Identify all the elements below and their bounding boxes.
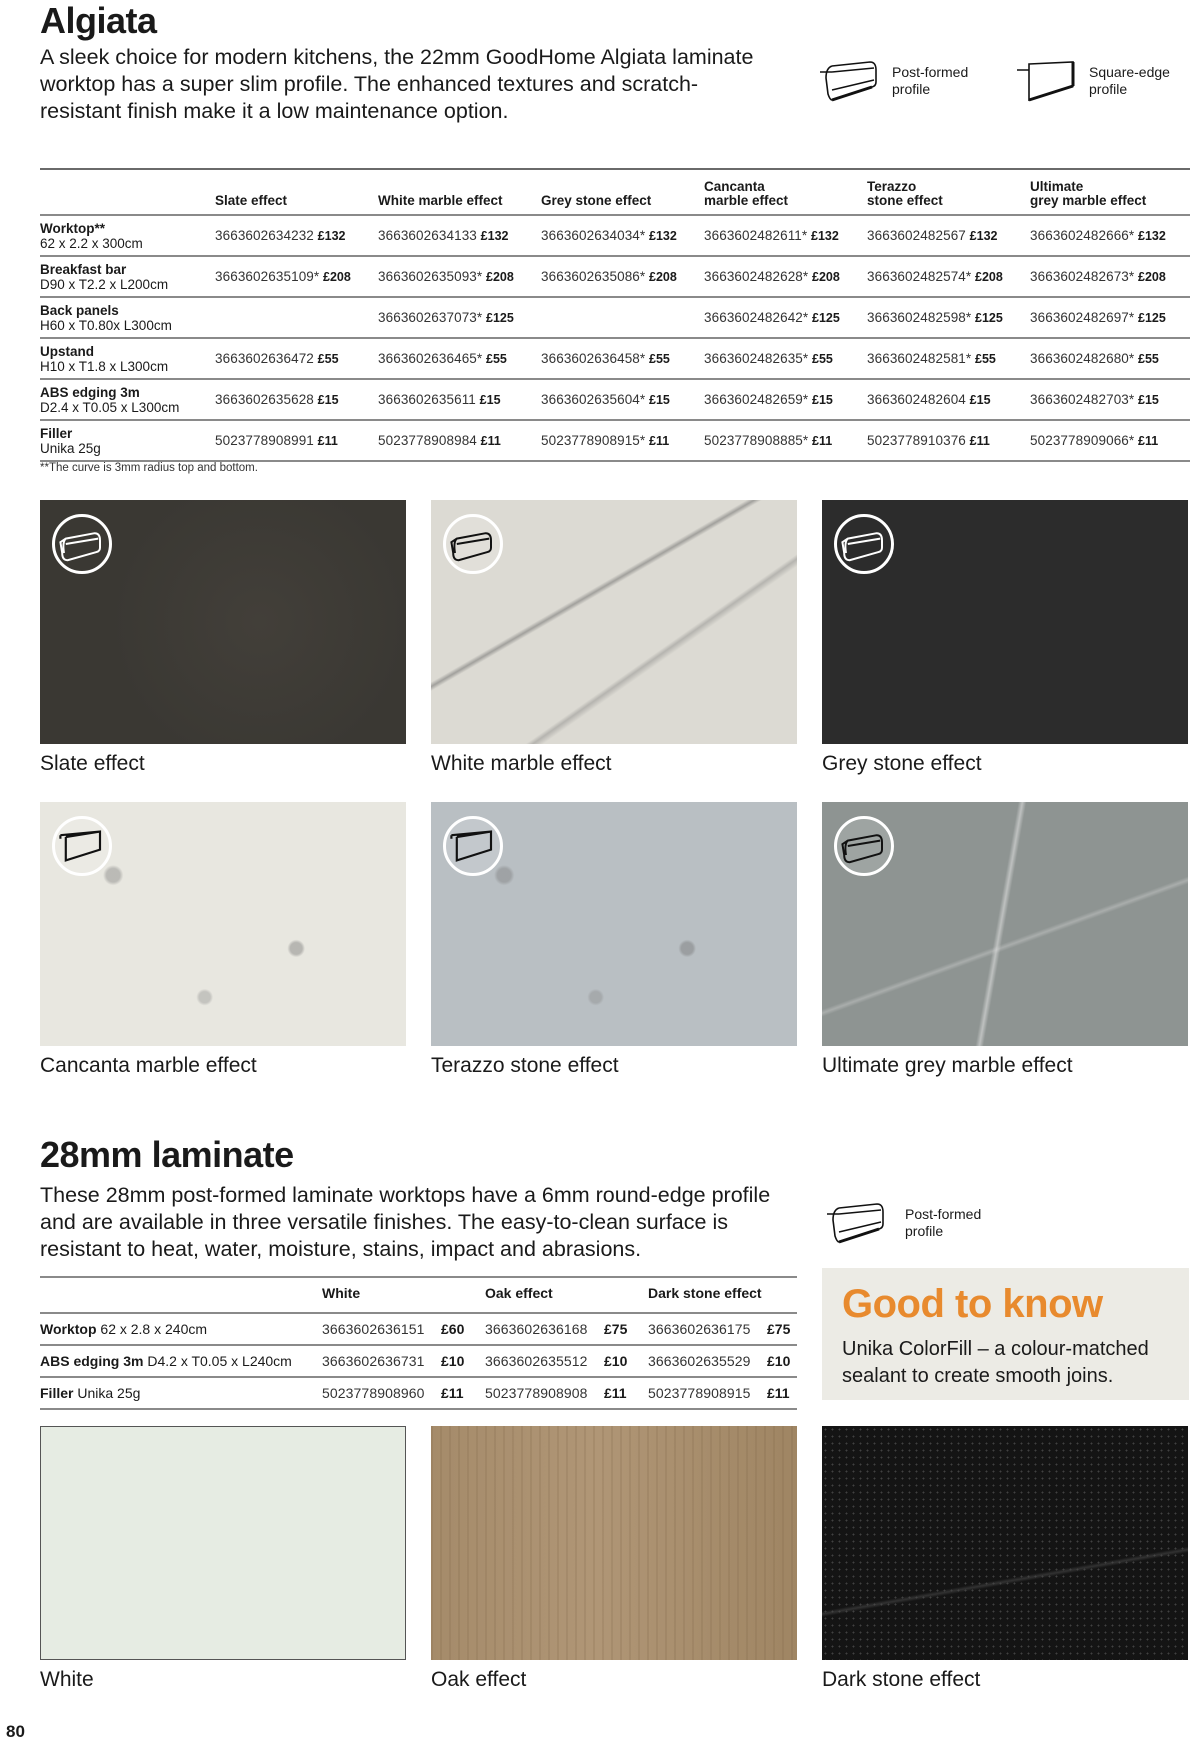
product-code: 3663602482611*: [704, 227, 808, 243]
profile-label: profile: [905, 1223, 944, 1239]
post-formed-profile-icon: [818, 58, 880, 104]
product-cell: [704, 420, 867, 461]
product-cell: [1030, 420, 1190, 461]
profile-label: profile: [892, 81, 931, 97]
good-to-know-body: Unika ColorFill – a colour-matched sealant to create smooth joins.: [842, 1338, 1149, 1387]
product-price: £55: [1138, 351, 1159, 366]
product-code: 3663602635611: [378, 391, 476, 407]
product-code: 3663602482574*: [867, 268, 972, 284]
swatch-caption: Dark stone effect: [822, 1668, 981, 1691]
post-formed-profile-icon: [443, 514, 503, 574]
swatch-image: [431, 802, 797, 1046]
product-price: £125: [486, 310, 514, 325]
product-code: 3663602482604: [867, 391, 966, 407]
table-row: [40, 215, 1190, 256]
table-header-row: [40, 1277, 797, 1313]
product-cell: [541, 297, 704, 338]
product-cell: [378, 420, 541, 461]
product-code: 5023778908908: [485, 1385, 588, 1401]
column-header: Slate effect: [215, 193, 288, 208]
swatch-image: [40, 500, 406, 744]
laminate-intro: These 28mm post-formed laminate worktops have a 6mm round-edge profile and are available in three versatile finishes. The easy-to-clean surface is resistant to heat, water, moisture, stains, impact and abrasions.: [40, 1183, 771, 1261]
product-price: £10: [441, 1353, 465, 1369]
product-price: £11: [1138, 433, 1159, 448]
product-price: £208: [323, 269, 351, 284]
product-price: £55: [486, 351, 507, 366]
product-code: 3663602482703*: [1030, 391, 1135, 407]
product-code: 5023778908915*: [541, 432, 646, 448]
product-cell: [1030, 338, 1190, 379]
product-code: 3663602482697*: [1030, 309, 1135, 325]
product-price: £132: [1138, 228, 1166, 243]
product-code: 3663602482628*: [704, 268, 809, 284]
product-cell: [215, 297, 378, 338]
product-code: 3663602482642*: [704, 309, 809, 325]
swatch-caption: White marble effect: [431, 752, 612, 775]
product-code: 5023778910376: [867, 432, 966, 448]
square-edge-profile-icon: [1015, 58, 1077, 104]
product-code: 3663602635086*: [541, 268, 646, 284]
product-price: £125: [1138, 310, 1166, 325]
page-number: 80: [6, 1722, 25, 1741]
product-code: 3663602482567: [867, 227, 966, 243]
product-cell: [378, 215, 541, 256]
product-cell: [704, 297, 867, 338]
column-header: Cancanta marble effect: [704, 179, 789, 208]
product-code: 5023778908984: [378, 432, 477, 448]
product-price: £75: [767, 1321, 791, 1337]
product-price: £55: [975, 351, 996, 366]
product-code: 3663602635628: [215, 391, 314, 407]
product-price: £11: [317, 433, 338, 448]
product-code: 3663602482598*: [867, 309, 972, 325]
profile-label: Post-formed: [892, 64, 969, 80]
column-header: White: [322, 1285, 361, 1301]
product-cell: [215, 256, 378, 297]
post-formed-profile-icon: [825, 1200, 887, 1246]
section-title-28mm-laminate: 28mm laminate: [40, 1134, 294, 1175]
product-price: £132: [317, 228, 346, 243]
product-code: 3663602482680*: [1030, 350, 1135, 366]
table-row: [40, 256, 1190, 297]
product-cell: [541, 338, 704, 379]
product-price: £125: [812, 310, 840, 325]
algiata-price-table: [40, 168, 1190, 462]
row-label: Breakfast bar D90 x T2.2 x L200cm: [40, 261, 169, 292]
good-to-know-callout: [822, 1268, 1189, 1400]
swatch-image: [822, 500, 1188, 744]
profile-legend-post-formed: [825, 1200, 981, 1246]
swatch-image: [431, 1426, 797, 1660]
product-code: 3663602482581*: [867, 350, 972, 366]
product-price: £208: [1138, 269, 1166, 284]
table-header-row: [40, 169, 1190, 215]
product-cell: [867, 420, 1030, 461]
swatch-image: [40, 802, 406, 1046]
table-row: [40, 420, 1190, 461]
column-header: Ultimate grey marble effect: [1030, 179, 1147, 208]
product-price: £11: [767, 1385, 790, 1401]
product-price: £11: [604, 1385, 627, 1401]
swatch-caption: White: [40, 1668, 94, 1691]
product-cell: [215, 215, 378, 256]
row-label: Back panels H60 x T0.80x L300cm: [40, 302, 172, 333]
product-cell: [1030, 297, 1190, 338]
product-price: £55: [649, 351, 670, 366]
profile-label: Square-edge: [1089, 64, 1170, 80]
table-footnote: **The curve is 3mm radius top and bottom.: [40, 462, 258, 474]
product-price: £132: [969, 228, 998, 243]
laminate-price-table: [40, 1276, 797, 1410]
product-price: £11: [812, 433, 833, 448]
product-code: 3663602482635*: [704, 350, 809, 366]
swatch-image: [431, 500, 797, 744]
swatch-caption: Ultimate grey marble effect: [822, 1054, 1073, 1077]
product-code: 3663602636458*: [541, 350, 646, 366]
swatch-caption: Grey stone effect: [822, 752, 982, 775]
product-price: £208: [812, 269, 840, 284]
product-cell: [215, 379, 378, 420]
profile-label: profile: [1089, 81, 1128, 97]
product-code: 3663602482659*: [704, 391, 809, 407]
product-cell: [541, 215, 704, 256]
product-cell: [1030, 379, 1190, 420]
product-price: £15: [812, 392, 833, 407]
product-cell: [378, 297, 541, 338]
product-price: £208: [975, 269, 1003, 284]
product-code: 3663602636472: [215, 350, 314, 366]
product-price: £55: [317, 351, 339, 366]
row-label: ABS edging 3m D4.2 x T0.05 x L240cm: [40, 1353, 292, 1369]
product-price: £11: [969, 433, 990, 448]
product-code: 5023778908915: [648, 1385, 751, 1401]
product-code: 3663602634133: [378, 227, 477, 243]
product-code: 3663602636175: [648, 1321, 751, 1337]
table-row: [40, 1345, 797, 1377]
product-cell: [1030, 215, 1190, 256]
profile-label: Post-formed: [905, 1206, 982, 1222]
row-label: Worktop** 62 x 2.2 x 300cm: [40, 220, 143, 251]
product-code: 3663602635512: [485, 1353, 588, 1369]
product-price: £60: [441, 1321, 465, 1337]
product-code: 5023778908991: [215, 432, 314, 448]
product-cell: [867, 256, 1030, 297]
square-edge-profile-icon: [52, 816, 112, 876]
product-cell: [215, 420, 378, 461]
product-code: 3663602635109*: [215, 268, 320, 284]
product-cell: [867, 379, 1030, 420]
product-code: 3663602482673*: [1030, 268, 1135, 284]
swatch-image: [822, 1426, 1188, 1660]
section-title-algiata: Algiata: [40, 0, 157, 41]
product-code: 3663602635529: [648, 1353, 751, 1369]
product-code: 3663602636168: [485, 1321, 588, 1337]
table-row: [40, 1377, 797, 1409]
product-price: £15: [479, 392, 501, 407]
post-formed-profile-icon: [52, 514, 112, 574]
product-cell: [867, 215, 1030, 256]
product-cell: [867, 297, 1030, 338]
product-cell: [541, 379, 704, 420]
product-price: £15: [317, 392, 339, 407]
column-header: Terazzo stone effect: [867, 179, 943, 208]
table-row: [40, 297, 1190, 338]
product-price: £208: [486, 269, 514, 284]
product-code: 5023778908960: [322, 1385, 425, 1401]
column-header: Grey stone effect: [541, 193, 652, 208]
product-price: £132: [811, 228, 839, 243]
product-price: £11: [480, 433, 501, 448]
product-cell: [704, 338, 867, 379]
swatch-caption: Terazzo stone effect: [431, 1054, 619, 1077]
algiata-intro: A sleek choice for modern kitchens, the 22mm GoodHome Algiata laminate worktop has a super slim profile. The enhanced textures and scratch-resistant finish make it a low maintenance option.: [40, 45, 754, 123]
table-row: [40, 1313, 797, 1345]
product-price: £15: [1138, 392, 1159, 407]
product-cell: [704, 215, 867, 256]
row-label: Worktop 62 x 2.8 x 240cm: [40, 1321, 208, 1337]
table-row: [40, 338, 1190, 379]
row-label: ABS edging 3m D2.4 x T0.05 x L300cm: [40, 384, 180, 415]
row-label: Filler Unika 25g: [40, 1385, 141, 1401]
product-price: £75: [604, 1321, 628, 1337]
table-row: [40, 379, 1190, 420]
product-code: 5023778908885*: [704, 432, 809, 448]
column-header: Oak effect: [485, 1285, 553, 1301]
product-price: £11: [441, 1385, 464, 1401]
product-price: £132: [480, 228, 509, 243]
product-price: £125: [975, 310, 1003, 325]
post-formed-profile-icon: [834, 514, 894, 574]
profile-legend-square-edge: [1015, 58, 1170, 104]
column-header: Dark stone effect: [648, 1285, 762, 1301]
row-label: Filler Unika 25g: [40, 425, 101, 456]
product-price: £10: [604, 1353, 628, 1369]
swatch-image: [822, 802, 1188, 1046]
product-code: 3663602636151: [322, 1321, 425, 1337]
good-to-know-title: Good to know: [842, 1282, 1103, 1326]
swatch-caption: Slate effect: [40, 752, 145, 775]
product-cell: [541, 256, 704, 297]
product-cell: [704, 379, 867, 420]
square-edge-profile-icon: [443, 816, 503, 876]
swatch-image: [40, 1426, 406, 1660]
product-price: £55: [812, 351, 833, 366]
product-cell: [1030, 256, 1190, 297]
post-formed-profile-icon: [834, 816, 894, 876]
product-cell: [867, 338, 1030, 379]
product-code: 3663602482666*: [1030, 227, 1135, 243]
swatch-caption: Cancanta marble effect: [40, 1054, 257, 1077]
product-cell: [378, 256, 541, 297]
swatch-caption: Oak effect: [431, 1668, 527, 1691]
product-price: £15: [969, 392, 991, 407]
product-code: 3663602635604*: [541, 391, 646, 407]
column-header: White marble effect: [378, 193, 503, 208]
product-price: £132: [649, 228, 677, 243]
product-code: 3663602635093*: [378, 268, 483, 284]
product-code: 3663602636731: [322, 1353, 425, 1369]
product-cell: [704, 256, 867, 297]
product-cell: [378, 379, 541, 420]
product-cell: [215, 338, 378, 379]
row-label: Upstand H10 x T1.8 x L300cm: [40, 343, 169, 374]
product-cell: [378, 338, 541, 379]
product-price: £11: [649, 433, 670, 448]
product-code: 5023778909066*: [1030, 432, 1135, 448]
product-price: £208: [649, 269, 677, 284]
product-code: 3663602634034*: [541, 227, 646, 243]
product-code: 3663602636465*: [378, 350, 483, 366]
product-code: 3663602634232: [215, 227, 314, 243]
product-cell: [541, 420, 704, 461]
product-code: 3663602637073*: [378, 309, 483, 325]
product-price: £15: [649, 392, 670, 407]
profile-legend-post-formed: [818, 58, 968, 104]
product-price: £10: [767, 1353, 791, 1369]
